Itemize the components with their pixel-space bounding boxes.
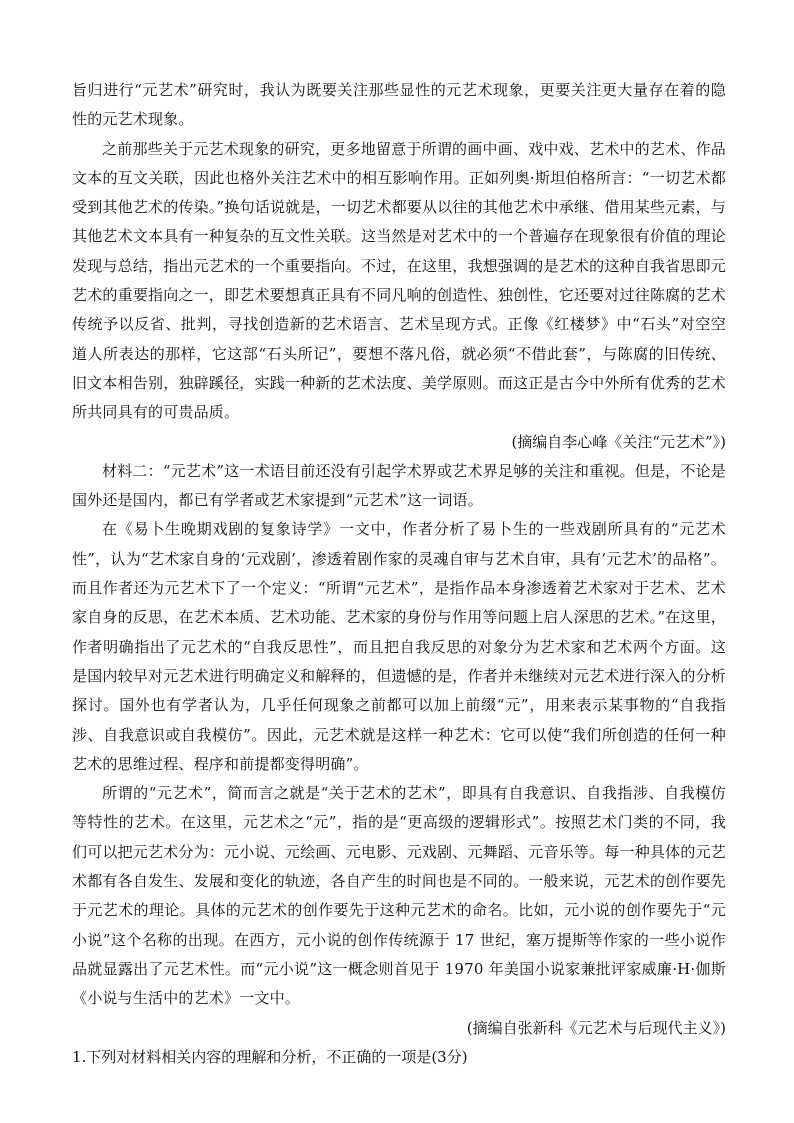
paragraph-meta-art-definition: 所谓的“元艺术”，简而言之就是“关于艺术的艺术”，即具有自我意识、自我指涉、自我模仿等特性的艺术。在这里，元艺术之“元”，指的是“更高级的逻辑形式”。按照艺术门类的不同，我们可以把元艺术分为：元小说、元绘画、元电影、元戏剧、元舞蹈、元音乐等。每一种具体的元艺术都有各自发生、发展和变化的轨迹，各自产生的时间也是不同的。一般来说，元艺术的创作要先于元艺术的理论。具体的元艺术的创作要先于这种元艺术的命名。比如，元小说的创作要先于“元小说”这个名称的出现。在西方，元小说的创作传统源于 17 世纪，塞万提斯等作家的一些小说作品就显露出了元艺术性。而“元小说”这一概念则首见于 1970 年美国小说家兼批评家威廉·H·伽斯《小说与生活中的艺术》一文中。 xyxy=(72,784,726,1008)
paragraph-continuation: 旨归进行“元艺术”研究时，我认为既要关注那些显性的元艺术现象，更要关注更大量存在着的隐性的元艺术现象。 xyxy=(72,81,726,129)
source-citation-two: (摘编自张新科《元艺术与后现代主义》) xyxy=(466,1018,726,1037)
document-body xyxy=(72,76,726,1072)
paragraph-material-two-intro: 材料二：“元艺术”这一术语目前还没有引起学术界或艺术界足够的关注和重视。但是，不论是国外还是国内，都已有学者或艺术家提到“元艺术”这一词语。 xyxy=(72,461,726,510)
source-citation-one: (摘编自李心峰《关注“元艺术”》) xyxy=(511,432,726,451)
paragraph-ibsen-analysis: 在《易卜生晚期戏剧的复象诗学》一文中，作者分析了易卜生的一些戏剧所具有的“元艺术性”，认为“艺术家自身的‘元戏剧’，渗透着剧作家的灵魂自审与艺术自审，具有‘元艺术’的品格”。而且作者还为元艺术下了一个定义：“所谓“元艺术”，是指作品本身渗透着艺术家对于艺术、艺术家自身的反思，在艺术本质、艺术功能、艺术家的身份与作用等问题上启人深思的艺术。”在这里，作者明确指出了元艺术的“自我反思性”，而且把自我反思的对象分为艺术家和艺术两个方面。这是国内较早对元艺术进行明确定义和解释的，但遗憾的是，作者并未继续对元艺术进行深入的分析探讨。国外也有学者认为，几乎任何现象之前都可以加上前缀“元”，用来表示某事物的“自我指涉、自我意识或自我模仿”。因此，元艺术就是这样一种艺术：它可以使“我们所创造的任何一种艺术的思维过程、程序和前提都变得明确”。 xyxy=(72,520,726,773)
question-one: 1.下列对材料相关内容的理解和分析，不正确的一项是(3分) xyxy=(72,1047,468,1066)
paragraph-material-one-body: 之前那些关于元艺术现象的研究，更多地留意于所谓的画中画、戏中戏、艺术中的艺术、作品文本的互文关联，因此也格外关注艺术中的相互影响作用。正如列奥·斯坦伯格所言：“一切艺术都受到其他艺术的传染。”换句话说就是，一切艺术都要从以往的其他艺术中承继、借用某些元素，与其他艺术文本具有一种复杂的互文性关联。这当然是对艺术中的一个普遍存在现象很有价值的理论发现与总结，指出元艺术的一个重要指向。不过，在这里，我想强调的是艺术的这种自我省思即元艺术的重要指向之一，即艺术要想真正具有不同凡响的创造性、独创性，它还要对过往陈腐的艺术传统予以反省、批判，寻找创造新的艺术语言、艺术呈现方式。正像《红楼梦》中“石头”对空空道人所表达的那样，它这部“石头所记”，要想不落凡俗，就必须“不借此套”，与陈腐的旧传统、旧文本相告别，独辟蹊径，实践一种新的艺术法度、美学原则。而这正是古今中外所有优秀的艺术所共同具有的可贵品质。 xyxy=(72,139,726,422)
